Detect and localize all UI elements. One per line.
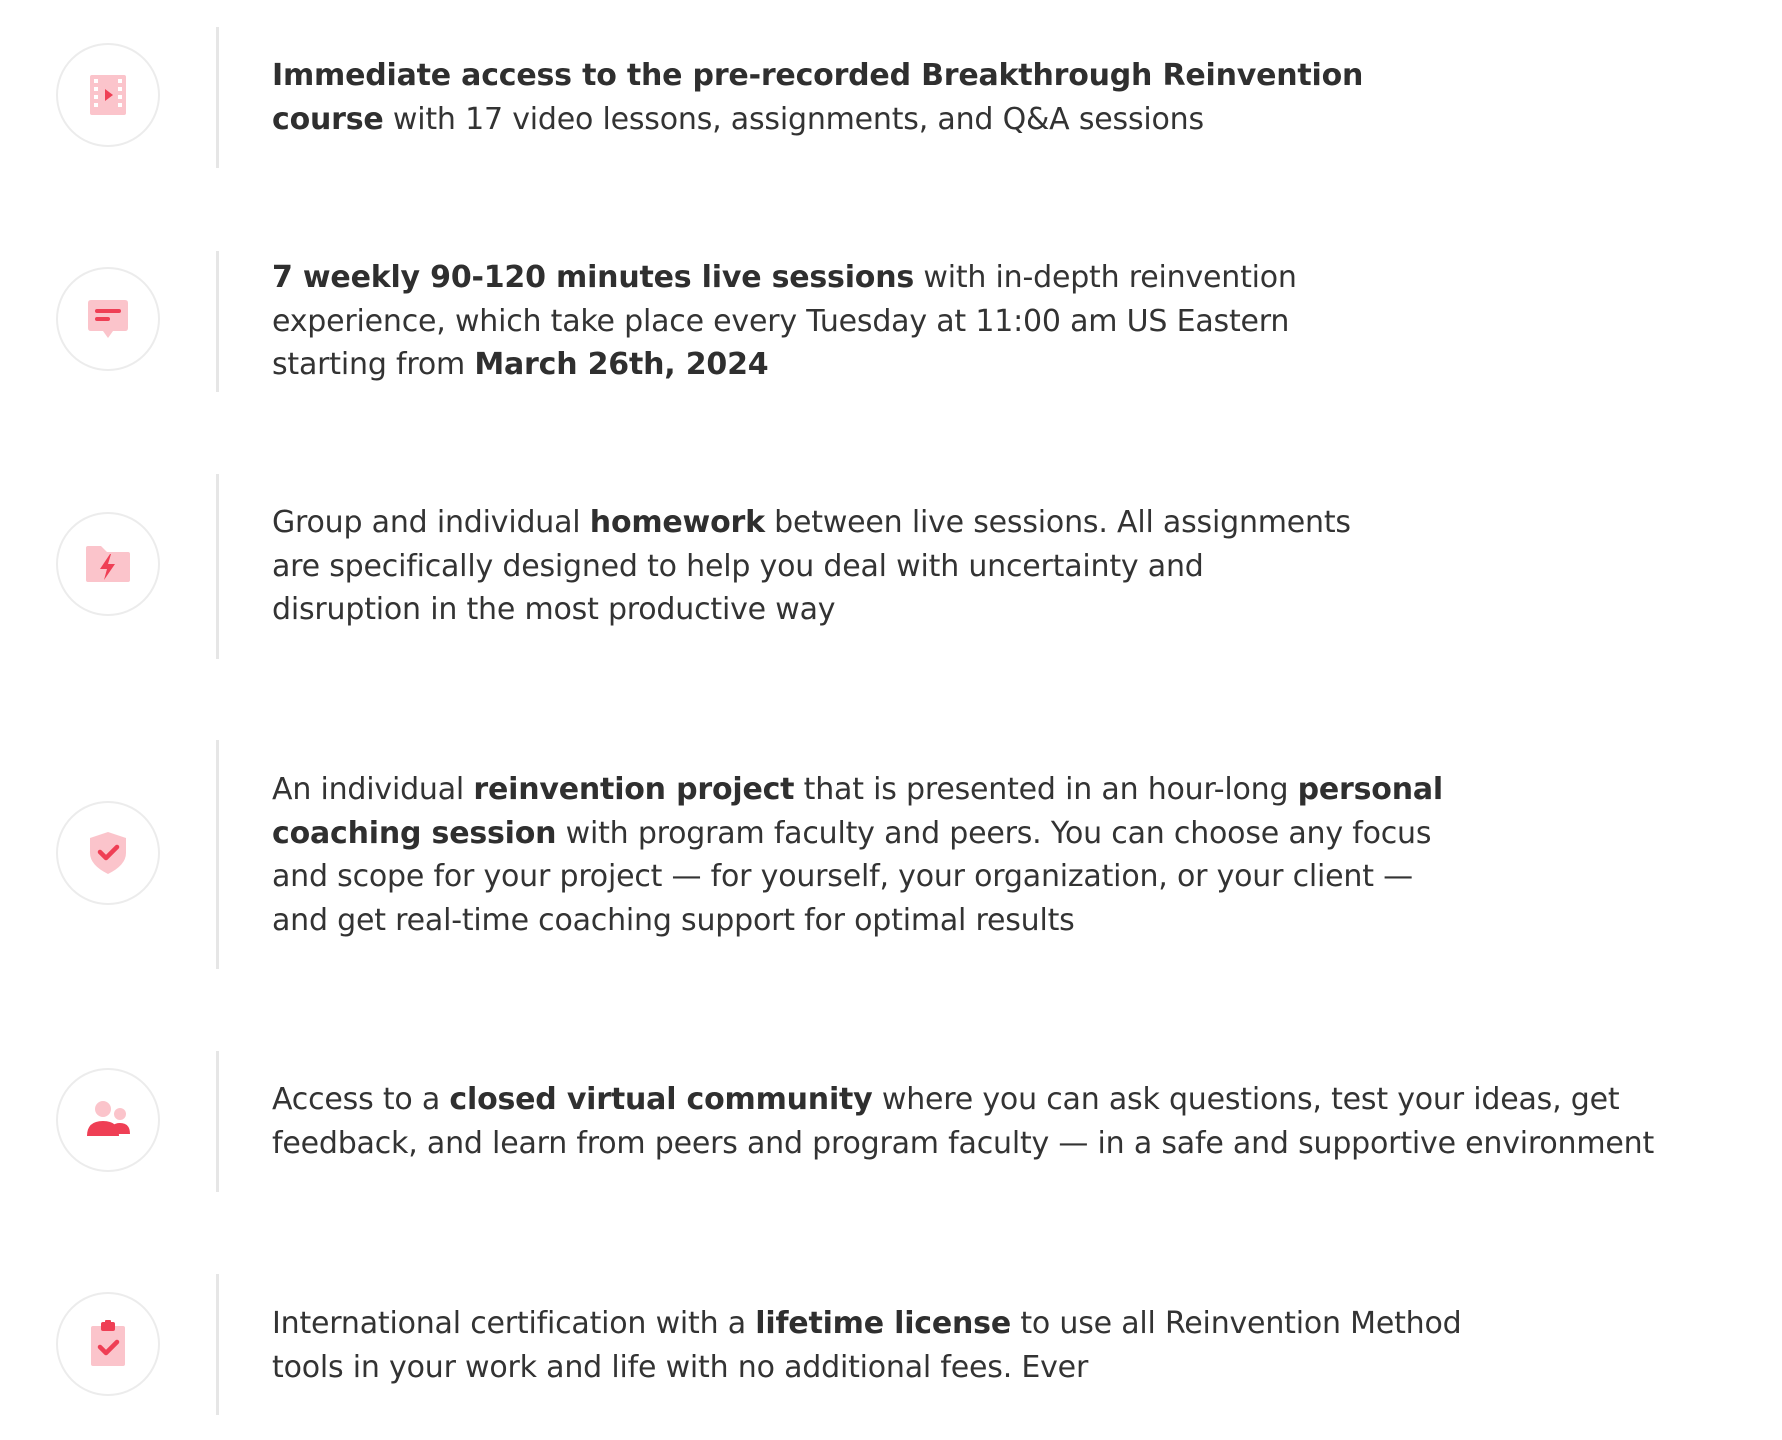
bold-text: lifetime license [755,1306,1011,1341]
bold-text: course [272,101,384,137]
text-run: disruption in the most productive way [272,592,836,627]
text-run: between live sessions. All assignments [764,505,1351,540]
text-run: that is presented in an hour-long [794,772,1298,807]
bold-text: March 26th, 2024 [474,347,769,382]
divider [216,1274,219,1415]
text-run: are specifically designed to help you deal with uncertainty and [272,548,1204,584]
feature-text [272,768,1443,942]
folder-lightning-icon [84,540,132,588]
community-people-icon [84,1096,132,1144]
text-run: Group and individual [272,505,590,540]
chat-message-icon [84,295,132,343]
text-run: tools in your work and life with no additional fees. Ever [272,1349,1089,1385]
feature-text [272,1302,1461,1389]
bold-text: personal [1297,772,1443,807]
icon-circle [56,267,160,371]
text-run: where you can ask questions, test your ideas, get [872,1082,1620,1117]
video-lessons-icon [84,71,132,119]
feature-text [272,256,1297,387]
text-run: and get real-time coaching support for optimal results [272,902,1075,938]
text-run: feedback, and learn from peers and program faculty — in a safe and supportive environment [272,1125,1655,1161]
bold-text: Immediate access to the pre-recorded Breakthrough Reinvention [272,58,1364,93]
icon-circle [56,512,160,616]
divider [216,474,219,659]
feature-text [272,54,1363,141]
shield-check-icon [84,829,132,877]
text-run: starting from [272,347,475,382]
text-run: with program faculty and peers. You can choose any focus [556,815,1432,851]
bold-text: reinvention project [473,772,795,807]
feature-text [272,1078,1654,1165]
divider [216,1051,219,1192]
text-run: and scope for your project — for yourself, your organization, or your client — [272,859,1413,894]
bold-text: 7 weekly 90-120 minutes live sessions [272,260,915,295]
text-run: International certification with a [272,1306,756,1341]
bold-text: homework [589,505,765,540]
divider [216,740,219,969]
divider [216,27,219,168]
text-run: with 17 video lessons, assignments, and Q&A sessions [383,101,1204,137]
bold-text: closed virtual community [449,1082,873,1117]
feature-text [272,501,1351,632]
icon-circle [56,43,160,147]
text-run: experience, which take place every Tuesday at 11:00 am US Eastern [272,303,1290,339]
icon-circle [56,1292,160,1396]
divider [216,251,219,392]
clipboard-check-icon [84,1320,132,1368]
icon-circle [56,801,160,905]
text-run: An individual [272,772,474,807]
text-run: with in-depth reinvention [914,260,1297,295]
text-run: Access to a [272,1082,450,1117]
text-run: to use all Reinvention Method [1010,1306,1462,1341]
icon-circle [56,1068,160,1172]
bold-text: coaching session [272,815,557,851]
